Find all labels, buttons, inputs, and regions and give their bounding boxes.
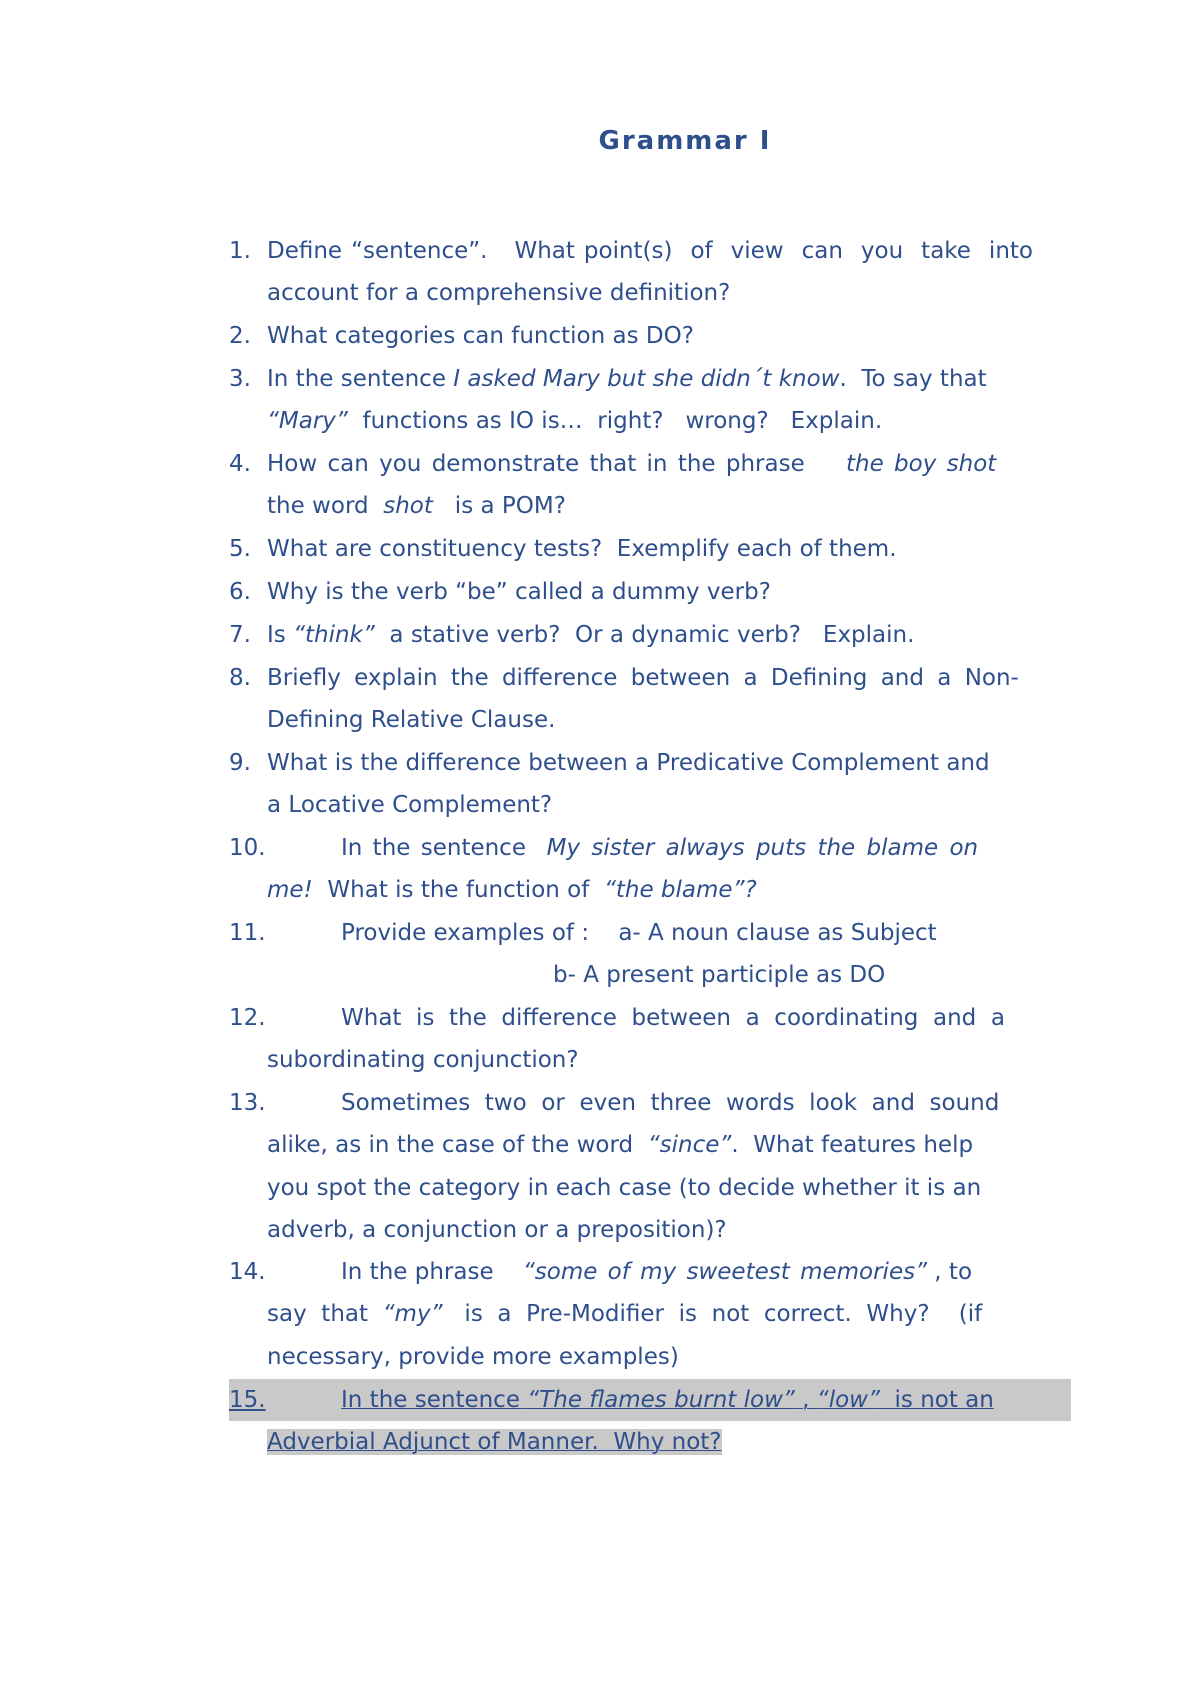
question-text: , xyxy=(794,1387,817,1413)
question-text-line: account for a comprehensive definition? xyxy=(267,280,731,307)
question-8 xyxy=(229,657,1033,742)
question-5 xyxy=(229,528,1033,570)
question-text: In the sentence xyxy=(341,1387,528,1413)
question-number: 1. xyxy=(229,238,251,264)
question-text: In the sentence xyxy=(267,366,454,392)
question-14 xyxy=(229,1251,1033,1378)
question-number: 10. xyxy=(229,835,266,861)
question-11 xyxy=(229,912,1033,997)
example-sentence: My sister always puts the blame on xyxy=(546,835,979,861)
question-text-line: What are constituency tests? Exemplify each of them. xyxy=(267,536,897,562)
question-text-line: Defining Relative Clause. xyxy=(267,707,556,734)
question-text: In the phrase xyxy=(341,1259,523,1285)
question-number: 12. xyxy=(229,1005,266,1031)
question-text-line: What categories can function as DO? xyxy=(267,323,694,349)
question-text-line: subordinating conjunction? xyxy=(267,1047,579,1074)
question-number: 15. xyxy=(229,1379,266,1421)
question-text: . To say that xyxy=(839,366,987,392)
question-number: 6. xyxy=(229,579,251,605)
example-word: “low” xyxy=(816,1387,880,1413)
question-text: say that xyxy=(267,1301,383,1328)
question-text: How can you demonstrate that in the phrase xyxy=(267,451,846,477)
example-phrase: “some of my sweetest memories” xyxy=(522,1259,927,1285)
question-1 xyxy=(229,230,1033,315)
question-text: Is xyxy=(267,622,294,648)
question-number: 2. xyxy=(229,323,251,349)
question-10 xyxy=(229,827,1033,912)
question-3 xyxy=(229,358,1033,443)
question-15 xyxy=(229,1379,1033,1464)
question-text: , to xyxy=(927,1259,973,1285)
example-sentence: me! xyxy=(267,877,313,904)
example-word: shot xyxy=(383,493,433,520)
question-text-line: Briefly explain the difference between a Defining and a Non- xyxy=(267,665,1019,691)
question-4 xyxy=(229,443,1033,528)
question-text: alike, as in the case of the word xyxy=(267,1132,648,1159)
question-text-line: necessary, provide more examples) xyxy=(267,1343,679,1370)
example-phrase: the boy shot xyxy=(845,451,997,477)
question-number: 9. xyxy=(229,750,251,776)
question-7 xyxy=(229,614,1033,656)
question-text: is not an xyxy=(879,1387,994,1413)
question-text-line: Why is the verb “be” called a dummy verb? xyxy=(267,579,771,605)
question-text: functions as IO is… right? wrong? Explain. xyxy=(347,408,883,435)
question-text-line: What is the difference between a Predicative Complement and xyxy=(267,750,990,776)
question-number: 5. xyxy=(229,536,251,562)
question-text: the word xyxy=(267,493,384,520)
question-number: 7. xyxy=(229,622,251,648)
question-text-line: b- A present participle as DO xyxy=(553,962,886,989)
question-12 xyxy=(229,997,1033,1082)
question-text: In the sentence xyxy=(341,835,547,861)
question-text: is a POM? xyxy=(432,493,566,520)
example-phrase: “the blame”? xyxy=(603,877,757,904)
question-text-line: you spot the category in each case (to decide whether it is an xyxy=(267,1174,982,1201)
question-text-line: Define “sentence”. What point(s) of view can you take into xyxy=(267,238,1033,264)
page-title: Grammar I xyxy=(598,126,772,156)
example-word: “Mary” xyxy=(267,408,348,435)
question-13 xyxy=(229,1082,1033,1252)
question-number: 8. xyxy=(229,665,251,691)
example-word: “since” xyxy=(647,1132,732,1159)
question-number: 4. xyxy=(229,451,251,477)
question-text-line: adverb, a conjunction or a preposition)? xyxy=(267,1217,727,1244)
question-text: is a Pre-Modifier is not correct. Why? (if xyxy=(442,1301,983,1328)
example-word: “my” xyxy=(382,1301,443,1328)
question-text: . What features help xyxy=(731,1132,974,1159)
question-text: What is the function of xyxy=(312,877,604,904)
question-2 xyxy=(229,315,1033,357)
question-text-line: Adverbial Adjunct of Manner. Why not? xyxy=(267,1429,722,1456)
question-number: 3. xyxy=(229,366,251,392)
example-word: “think” xyxy=(293,622,375,648)
question-6 xyxy=(229,571,1033,613)
example-sentence: I asked Mary but she didn´t know xyxy=(453,366,840,392)
question-number: 13. xyxy=(229,1090,266,1116)
question-text: a stative verb? Or a dynamic verb? Explain. xyxy=(374,622,915,648)
question-text: Provide examples of : a- A noun clause as Subject xyxy=(341,920,937,946)
question-9 xyxy=(229,742,1033,827)
example-sentence: “The flames burnt low” xyxy=(527,1387,795,1413)
question-text: What is the difference between a coordinating and a xyxy=(341,1005,1005,1031)
question-number: 14. xyxy=(229,1259,266,1285)
question-text-line: a Locative Complement? xyxy=(267,792,553,819)
question-number: 11. xyxy=(229,920,266,946)
question-text: Sometimes two or even three words look and sound xyxy=(341,1090,1000,1116)
